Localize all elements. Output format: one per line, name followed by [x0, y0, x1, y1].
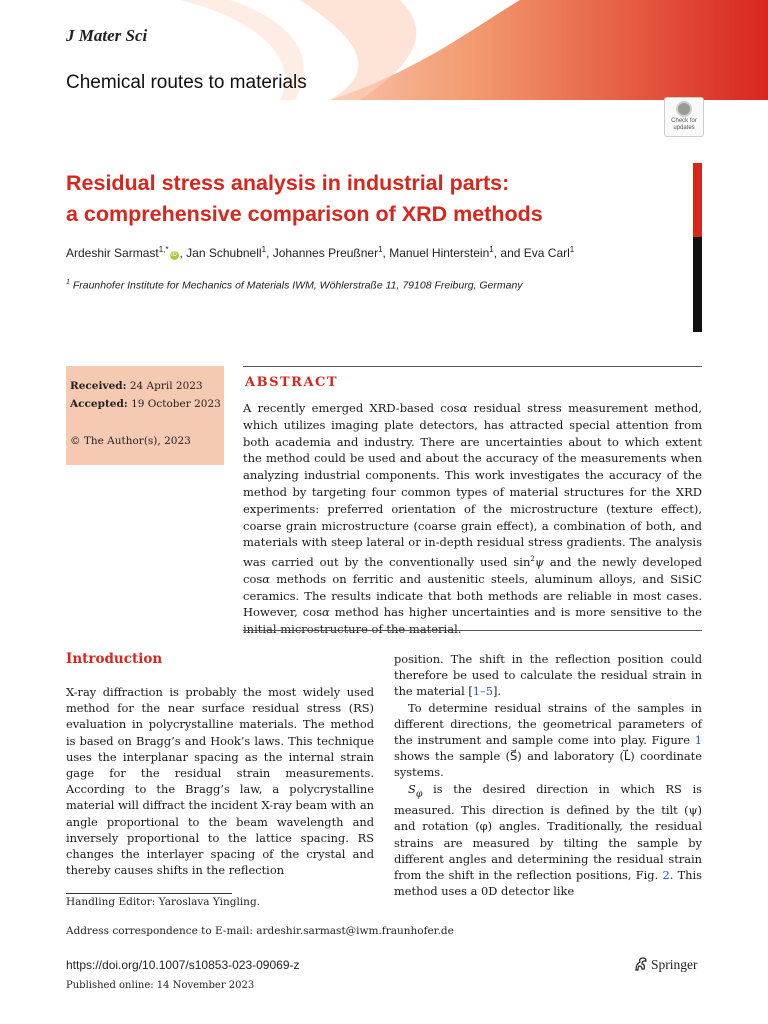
abstract-symbol: α [459, 401, 468, 415]
abstract-text: residual stress measurement method, which utilizes imaging plate detectors, has attracted special attention from both academia and industry. There are uncertainties about to which extent the method could be used and about the accuracy of the measurements when analyzing industrial components. This work investigates the accuracy of the method by targeting four common types of material structures for the XRD experiments: preferred orientation of the microstructure (texture effect), coarse grain microstructure (coarse grain effect), a combination of both, and materials with steep lateral or in-depth residual stress gradients. The analysis was carried out by the conventionally used sin [243, 401, 702, 569]
orcid-icon[interactable]: iD [171, 252, 177, 258]
doi-link[interactable]: https://doi.org/10.1007/s10853-023-09069-z [66, 958, 300, 972]
author-name[interactable]: Johannes Preußner [272, 246, 379, 260]
abstract-text: and the newly developed cos [243, 555, 702, 586]
accepted-date: 19 October 2023 [131, 398, 221, 410]
author-sup: 1 [569, 245, 575, 254]
received-date: 24 April 2023 [129, 380, 203, 392]
affiliation-sup: 1 [66, 279, 70, 286]
footnote-rule [66, 893, 232, 894]
intro-column-right [394, 651, 702, 899]
intro-text: position. The shift in the reflection position could therefore be used to calculate the residual strain in the material [ [394, 652, 702, 699]
abstract-body [243, 400, 702, 638]
author-sup: 1 [261, 245, 267, 254]
figure-link[interactable]: 1 [694, 733, 702, 748]
intro-text: shows the sample (S⃗) and laboratory (L⃗) coordinate systems. [394, 749, 702, 780]
received-label: Received: [70, 380, 127, 392]
springer-horse-icon [633, 956, 649, 972]
copyright: © The Author(s), 2023 [70, 435, 191, 447]
journal-name: J Mater Sci [66, 26, 148, 45]
check-updates-icon [676, 101, 692, 117]
author-sep: , [382, 246, 390, 260]
author-sup: 1 [489, 245, 494, 254]
handling-editor: Handling Editor: Yaroslava Yingling. [66, 896, 260, 908]
author-sep: , and [493, 246, 524, 260]
intro-paragraph: X-ray diffraction is probably the most widely used method for the near surface residual stress (RS) evaluation in polycrystalline materials. The method is based on Bragg’s and Hook’s laws. This technique uses the interplanar spacing as the internal strain gage for the residual strain measurements. According to the Bragg’s law, a polycrystalline material will diffract the incident X-ray beam with an angle proportional to the beam wavelength and inversely proportional to the lattice spacing. RS changes the interlayer spacing of the crystal and thereby causes shifts in the reflection [66, 685, 374, 878]
author-sup: 1,* [158, 245, 169, 254]
springer-logo[interactable] [633, 956, 698, 973]
intro-paragraph [394, 651, 702, 700]
intro-paragraph [394, 700, 702, 781]
section-title: Chemical routes to materials [66, 72, 307, 93]
check-for-updates-button[interactable] [664, 97, 704, 137]
abstract-top-rule [243, 366, 702, 367]
abstract-symbol: ψ [534, 555, 544, 569]
introduction-heading: Introduction [66, 651, 163, 667]
correspondence[interactable]: Address correspondence to E-mail: ardeshir.sarmast@iwm.fraunhofer.de [66, 925, 454, 937]
article-title [66, 168, 676, 230]
published-date: Published online: 14 November 2023 [66, 980, 255, 991]
author-sup: 1 [378, 245, 383, 254]
dates-box [66, 366, 224, 465]
intro-text: is the desired direction in which RS is measured. This direction is defined by the tilt (ψ) and rotation (φ) angles. Traditionally, the residual strains are measured by tilting the sample by different angles and determining the residual strain from the shift in the reflection positions, Fig. [394, 781, 702, 882]
check-updates-label-1: Check for [671, 118, 697, 124]
intro-text: . This method uses a 0D detector like [394, 867, 702, 899]
reference-link[interactable]: 1–5 [472, 684, 493, 699]
intro-column-left [66, 684, 374, 878]
author-name[interactable]: Ardeshir Sarmast [66, 246, 159, 260]
figure-link[interactable]: 2 [662, 867, 670, 882]
author-sep: , [266, 246, 273, 260]
abstract-bottom-rule [243, 630, 702, 631]
author-name[interactable]: Jan Schubnell [186, 246, 262, 260]
affiliation [66, 279, 523, 292]
side-accent-bar-red [693, 163, 702, 237]
article-title-line2: a comprehensive comparison of XRD methods [66, 202, 543, 226]
article-title-line1: Residual stress analysis in industrial parts: [66, 171, 510, 195]
author-sep: , [179, 246, 187, 260]
intro-text: ]. [492, 684, 502, 699]
author-name[interactable]: Eva Carl [523, 246, 570, 260]
abstract-symbol: α [262, 571, 271, 586]
abstract-text: methods on ferritic and austenitic steels, aluminum alloys, and SiSiC ceramics. The results indicate that both methods are reliable in most cases. However, cos [243, 571, 702, 620]
abstract-symbol: α [322, 605, 330, 620]
affiliation-text: Fraunhofer Institute for Mechanics of Materials IWM, Wöhlerstraße 11, 79108 Freiburg, Germany [72, 279, 523, 292]
side-accent-bar-black [693, 237, 702, 332]
check-updates-label-2: updates [673, 125, 695, 131]
accepted-label: Accepted: [70, 398, 128, 410]
author-name[interactable]: Manuel Hinterstein [389, 246, 490, 260]
intro-paragraph [394, 781, 702, 900]
intro-symbol: φ [415, 787, 423, 799]
intro-text: To determine residual strains of the samples in different directions, the geometrical parameters of the instrument and sample come into play. Figure [394, 700, 702, 748]
abstract-heading: ABSTRACT [245, 375, 339, 390]
abstract-superscript: 2 [530, 555, 535, 564]
abstract-text: A recently emerged XRD-based cos [243, 401, 460, 415]
abstract-text: method has higher uncertainties and is more sensitive to the initial microstructure of the material. [243, 605, 702, 637]
springer-label: Springer [651, 957, 698, 972]
intro-symbol: S [408, 781, 416, 796]
author-list [66, 245, 574, 260]
